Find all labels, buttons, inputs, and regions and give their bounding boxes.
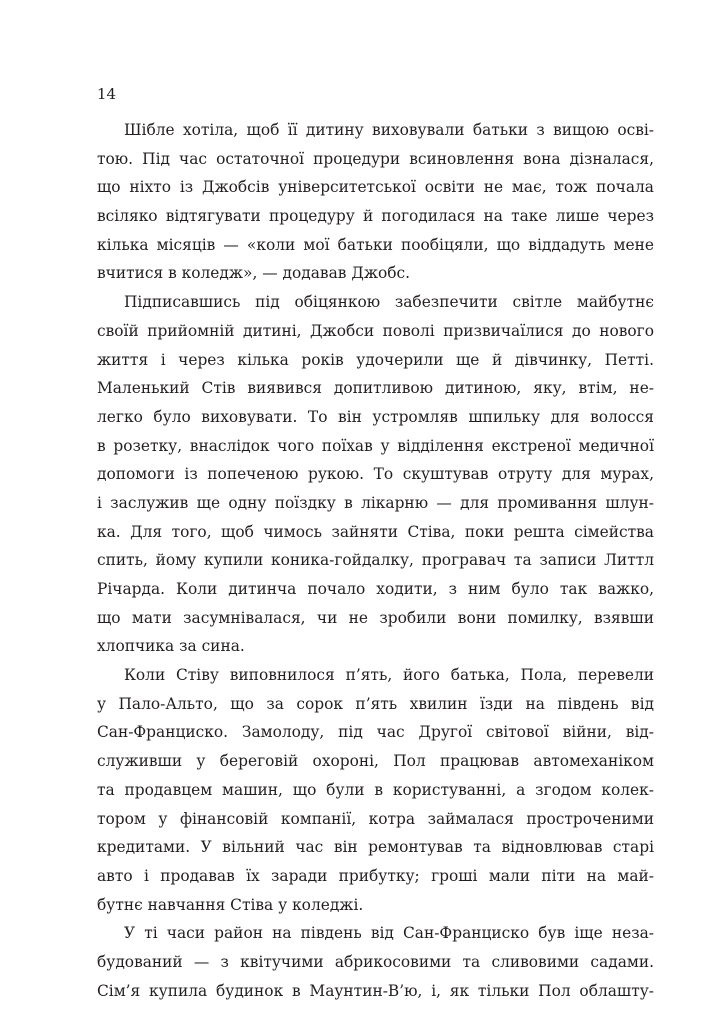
text-line: ка. Для того, щоб чимось зайняти Стіва, поки решта сімейства	[97, 522, 654, 541]
text-line: спить, йому купили коника-гойдалку, програвач та записи Литтл	[97, 551, 654, 570]
text-line: і заслужив ще одну поїздку в лікарню — для промивання шлун-	[97, 493, 654, 512]
text-line: кілька місяців — «коли мої батьки пообіцяли, що віддадуть мене	[97, 235, 654, 254]
text-line: своїй прийомній дитині, Джобси поволі призвичаїлися до нового	[97, 321, 654, 340]
text-line: вчитися в коледж», — додавав Джобс.	[97, 264, 411, 283]
text-line: бутнє навчання Стіва у коледжі.	[97, 895, 364, 914]
text-line: кредитами. У вільний час він ремонтував та відновлював старі	[97, 838, 654, 857]
text-line: Коли Стіву виповнилося п’ять, його батька, Пола, перевели	[124, 666, 654, 685]
text-line: життя і через кілька років удочерили ще й дівчинку, Петті.	[97, 350, 654, 369]
text-line: тором у фінансовій компанії, котра займалася простроченими	[97, 809, 654, 828]
text-line: Сім’я купила будинок в Маунтин-В’ю, і, як тільки Пол облашту-	[97, 981, 654, 1000]
text-line: що ніхто із Джобсів університетської освіти не має, тож почала	[97, 178, 654, 197]
text-line: хлопчика за сина.	[97, 637, 245, 656]
text-line: що мати засумнівалася, чи не зробили вони помилку, взявши	[97, 608, 654, 627]
text-line: авто і продавав їх заради прибутку; гроші мали піти на май-	[97, 866, 654, 885]
text-line: Підписавшись під обіцянкою забезпечити світле майбутнє	[124, 293, 654, 312]
text-line: та продавцем машин, що були в користуванні, а згодом колек-	[97, 780, 654, 799]
text-line: всіляко відтягувати процедуру й погодилася на таке лише через	[97, 207, 654, 226]
text-line: У ті часи район на південь від Сан-Франциско був іще неза-	[124, 924, 654, 943]
text-line: будований — з квітучими абрикосовими та сливовими садами.	[97, 952, 654, 971]
page-number: 14	[97, 85, 117, 103]
text-line: Сан-Франциско. Замолоду, під час Другої світової війни, від-	[97, 723, 654, 742]
body-text	[97, 116, 654, 1005]
text-line: тою. Під час остаточної процедури всиновлення вона дізналася,	[97, 149, 654, 168]
text-line: у Пало-Альто, що за сорок п’ять хвилин їзди на південь від	[97, 694, 654, 713]
text-line: Річарда. Коли дитинча почало ходити, з ним було так важко,	[97, 580, 654, 598]
text-line: Шіблe хотіла, щоб її дитину виховували батьки з вищою осві-	[124, 121, 654, 139]
text-line: легко було виховувати. То він устромляв шпильку для волосся	[97, 407, 654, 426]
text-line: Маленький Стів виявився допитливою дитиною, яку, втім, не-	[97, 379, 654, 398]
text-line: служивши у береговій охороні, Пол працював автомеханіком	[97, 752, 654, 771]
text-line: в розетку, внаслідок чого поїхав у відділення екстреної медичної	[97, 436, 654, 455]
text-line: допомоги із попеченою рукою. То скуштував отруту для мурах,	[97, 465, 654, 484]
